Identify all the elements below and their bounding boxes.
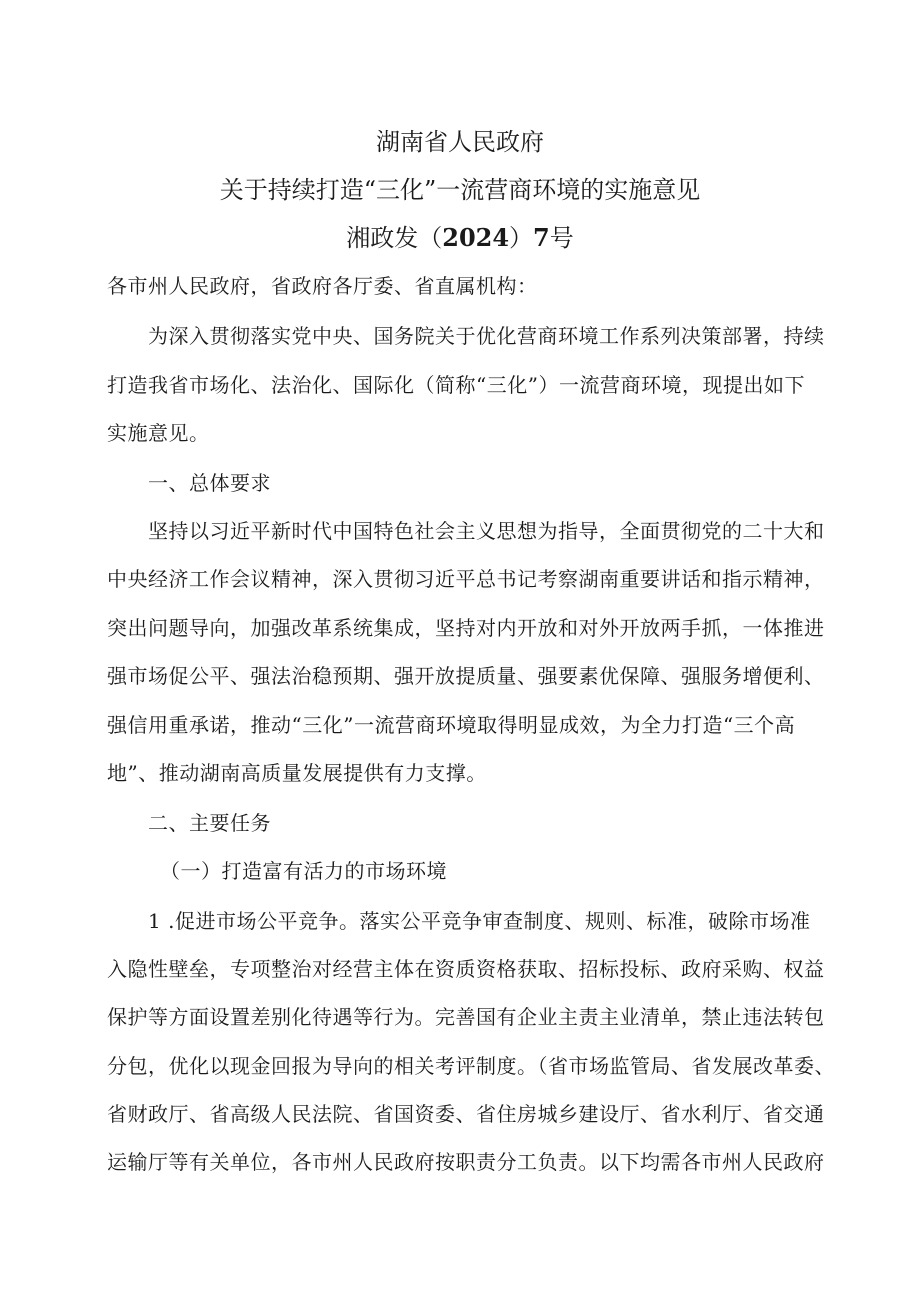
paragraph-line: 保护等方面设置差别化待遇等行为。完善国有企业主责主业清单，禁止违法转包 [107,1005,825,1029]
subsection-heading: （一）打造富有活力的市场环境 [160,859,447,883]
section-heading: 一、总体要求 [148,471,271,495]
paragraph-line: 实施意见。 [107,421,210,445]
paragraph-line: 突出问题导向，加强改革系统集成，坚持对内开放和对外开放两手抓，一体推进 [107,616,825,640]
section-heading: 二、主要任务 [148,811,271,835]
paragraph-line: 中央经济工作会议精神，深入贯彻习近平总书记考察湖南重要讲话和指示精神， [107,567,825,591]
paragraph-line: 1 .促进市场公平竞争。落实公平竞争审查制度、规则、标准，破除市场准 [148,909,811,933]
title-subject: 关于持续打造“三化”一流营商环境的实施意见 [219,176,701,204]
paragraph-line: 地”、推动湖南高质量发展提供有力支撑。 [107,761,487,785]
paragraph-line: 打造我省市场化、法治化、国际化（简称“三化”）一流营商环境，现提出如下 [107,373,805,397]
paragraph-line: 运输厅等有关单位，各市州人民政府按职责分工负责。以下均需各市州人民政府 [107,1150,825,1174]
addressee: 各市州人民政府，省政府各厅委、省直属机构： [107,274,538,298]
paragraph-line: 强信用重承诺，推动“三化”一流营商环境取得明显成效，为全力打造“三个高 [107,713,796,737]
doc-number-prefix: 湘政发（ [346,224,443,252]
paragraph-line: 强市场促公平、强法治稳预期、强开放提质量、强要素优保障、强服务增便利、 [107,664,825,688]
doc-number-num: 7 [533,223,550,252]
doc-number-close: ） [509,224,534,252]
paragraph-line: 分包，优化以现金回报为导向的相关考评制度。（省市场监管局、省发展改革委、 [107,1054,835,1078]
paragraph-line: 省财政厅、省高级人民法院、省国资委、省住房城乡建设厅、省水利厅、省交通 [107,1102,825,1126]
paragraph-line: 为深入贯彻落实党中央、国务院关于优化营商环境工作系列决策部署，持续 [148,324,825,348]
title-issuer: 湖南省人民政府 [376,128,544,156]
paragraph-line: 坚持以习近平新时代中国特色社会主义思想为指导，全面贯彻党的二十大和 [148,519,825,543]
paragraph-line: 入隐性壁垒，专项整治对经营主体在资质资格获取、招标投标、政府采购、权益 [107,957,825,981]
doc-number [0,222,920,254]
doc-number-year: 2024 [442,223,510,252]
doc-number-suffix: 号 [549,224,574,252]
